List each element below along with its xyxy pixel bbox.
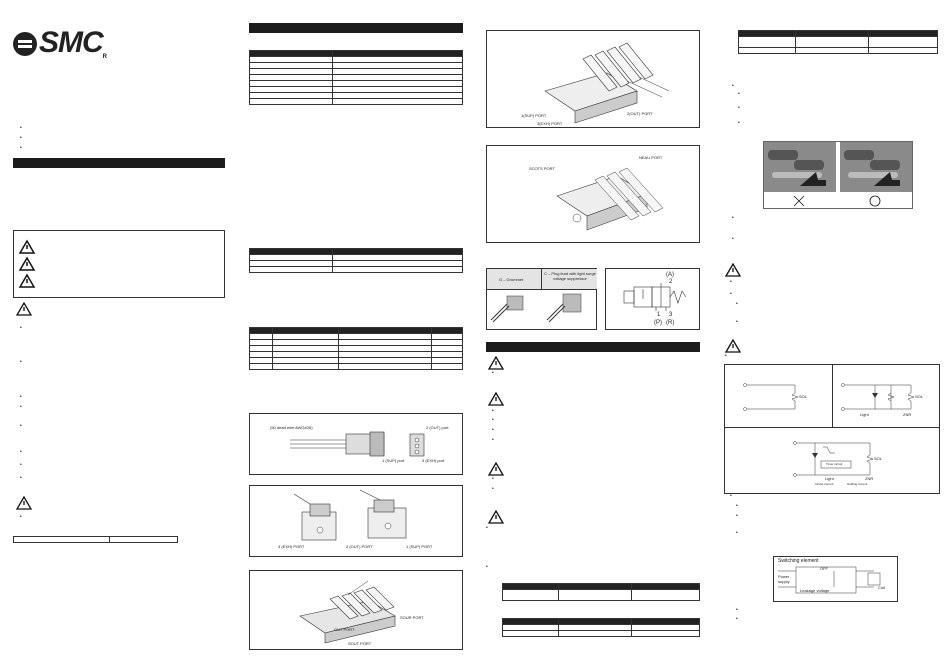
bullet: • bbox=[20, 423, 22, 429]
bullet: • bbox=[730, 493, 732, 499]
connector-drawing bbox=[487, 290, 597, 330]
leakage-label: Leakage voltage bbox=[800, 588, 830, 593]
bullet: • bbox=[20, 145, 22, 151]
symbol-a-label: (A) bbox=[666, 272, 674, 278]
grommet-label: G – Grommet bbox=[499, 277, 524, 282]
section-header-bar bbox=[486, 342, 700, 352]
bullet: • bbox=[732, 215, 734, 221]
smc-logo: SMCR bbox=[13, 26, 106, 60]
bullet: • bbox=[20, 125, 22, 131]
plug-lead-label: C – Plug lead with light surge voltage suppressor bbox=[544, 271, 596, 281]
coil-label: Coil bbox=[878, 585, 885, 590]
bullet: • bbox=[20, 449, 22, 455]
bullet: • bbox=[486, 564, 488, 570]
exh-port-label: SCOTS PORT bbox=[529, 166, 555, 171]
bullet: • bbox=[492, 476, 494, 482]
figure-circuits bbox=[724, 364, 940, 494]
bullet: • bbox=[730, 279, 732, 285]
bullet: • bbox=[492, 417, 494, 423]
warning-icon bbox=[725, 263, 741, 277]
znr-label: ZNR bbox=[903, 412, 912, 417]
wire-label: (50 dead wire AWG#26) bbox=[270, 425, 313, 430]
bullet: • bbox=[736, 607, 738, 613]
bullet: • bbox=[492, 427, 494, 433]
bullet: • bbox=[492, 437, 494, 443]
figure-manifold-ports-2 bbox=[486, 145, 700, 243]
valve-wiring-drawing bbox=[250, 414, 462, 474]
light-label: Light bbox=[825, 476, 834, 481]
sup-port-label: 1 (SUP) PORT bbox=[406, 544, 433, 549]
bullet: • bbox=[730, 291, 732, 297]
bullet: • bbox=[738, 120, 740, 126]
exh-port-label: SOUT PORT bbox=[348, 641, 372, 646]
table bbox=[502, 618, 700, 637]
holding-label: Holding current bbox=[847, 482, 868, 486]
symbol-p-label: (P) bbox=[654, 320, 662, 326]
bullet: • bbox=[20, 394, 22, 400]
manifold-drawing bbox=[250, 571, 462, 649]
valve-symbol-drawing bbox=[606, 269, 699, 329]
out-port-label: 2(OUT) PORT bbox=[627, 111, 653, 116]
figure-electrical-entry bbox=[486, 268, 597, 330]
out-port-label: 2 (OUT) PORT bbox=[346, 544, 373, 549]
bullet: • bbox=[20, 514, 22, 520]
figure-manifold bbox=[249, 570, 463, 650]
inrush-label: Inrush current bbox=[815, 482, 834, 486]
smc-logo-mark-icon bbox=[13, 32, 37, 56]
warning-icons bbox=[14, 231, 226, 299]
circuit-drawing bbox=[725, 365, 939, 493]
bullet: • bbox=[736, 530, 738, 536]
warning-icon bbox=[488, 510, 504, 524]
specifications-table bbox=[249, 50, 463, 105]
power-supply-label: Power supply bbox=[778, 574, 790, 584]
bullet: • bbox=[492, 486, 494, 492]
exh-port-label: 3 (EXH) PORT bbox=[278, 544, 305, 549]
warning-icon bbox=[488, 392, 504, 406]
manifold-iso-drawing bbox=[487, 146, 699, 242]
safety-warning-box bbox=[13, 230, 225, 298]
warning-icon bbox=[16, 302, 32, 316]
table bbox=[249, 248, 463, 273]
warning-icon bbox=[488, 462, 504, 476]
figure-wiring bbox=[249, 413, 463, 475]
table bbox=[13, 536, 178, 543]
exh-port-label: 3 (EXH) port bbox=[422, 458, 445, 463]
figure-leakage-voltage bbox=[773, 556, 898, 602]
warning-icon bbox=[725, 339, 741, 353]
figure-tube-insertion bbox=[763, 141, 913, 209]
symbol-r-label: (R) bbox=[666, 320, 675, 326]
warning-icon bbox=[16, 496, 32, 510]
light-label: Light bbox=[860, 412, 869, 417]
sol-label: SOL bbox=[799, 394, 808, 399]
bullet: • bbox=[738, 105, 740, 111]
figure-valve-ports bbox=[249, 485, 463, 557]
bullet: • bbox=[736, 301, 738, 307]
symbol-1-label: 1 bbox=[657, 312, 661, 318]
sol-label: SOL bbox=[874, 456, 883, 461]
manifold-iso-drawing bbox=[487, 31, 699, 127]
bullet: • bbox=[486, 525, 488, 531]
exh-port-label: 3(EXH) PORT bbox=[537, 121, 563, 126]
figure-manifold-ports bbox=[486, 30, 700, 128]
bullet: • bbox=[20, 475, 22, 481]
out-port-label: OUT PORT bbox=[334, 627, 355, 632]
warning-icon bbox=[488, 356, 504, 370]
sup-port-label: NEAU PORT bbox=[639, 155, 663, 160]
bullet: • bbox=[20, 462, 22, 468]
figure-valve-symbol bbox=[605, 268, 700, 330]
sup-port-label: SOUR PORT bbox=[400, 615, 424, 620]
bullet: • bbox=[732, 236, 734, 242]
timer-label: Timer circuit bbox=[826, 462, 843, 466]
table bbox=[738, 30, 938, 54]
table bbox=[502, 583, 700, 601]
bullet: • bbox=[736, 616, 738, 622]
switching-label: Switching element bbox=[778, 558, 819, 564]
sup-port-label: 1(SUP) PORT bbox=[521, 113, 547, 118]
bullet: • bbox=[20, 325, 22, 331]
tube-photo-drawing bbox=[764, 142, 912, 208]
bullet: • bbox=[736, 503, 738, 509]
bullet: • bbox=[738, 91, 740, 97]
section-header-bar bbox=[13, 158, 225, 168]
bullet: • bbox=[725, 353, 727, 359]
section-header-bar bbox=[249, 23, 463, 33]
znr-label: ZNR bbox=[865, 476, 874, 481]
sol-label: SOL bbox=[915, 394, 924, 399]
bullet: • bbox=[736, 513, 738, 519]
bullet: • bbox=[20, 135, 22, 141]
bullet: • bbox=[20, 359, 22, 365]
bullet: • bbox=[492, 408, 494, 414]
sup-port-label: 1 (SUP) port bbox=[382, 458, 405, 463]
symbol-3-label: 3 bbox=[669, 312, 673, 318]
bullet: • bbox=[736, 319, 738, 325]
bullet: • bbox=[732, 83, 734, 89]
table bbox=[249, 327, 463, 370]
bullet: • bbox=[492, 370, 494, 376]
symbol-2-label: 2 bbox=[669, 279, 673, 285]
out-port-label: 2 (OUT) port bbox=[426, 425, 449, 430]
off-label: OFF bbox=[820, 566, 828, 571]
bullet: • bbox=[20, 404, 22, 410]
